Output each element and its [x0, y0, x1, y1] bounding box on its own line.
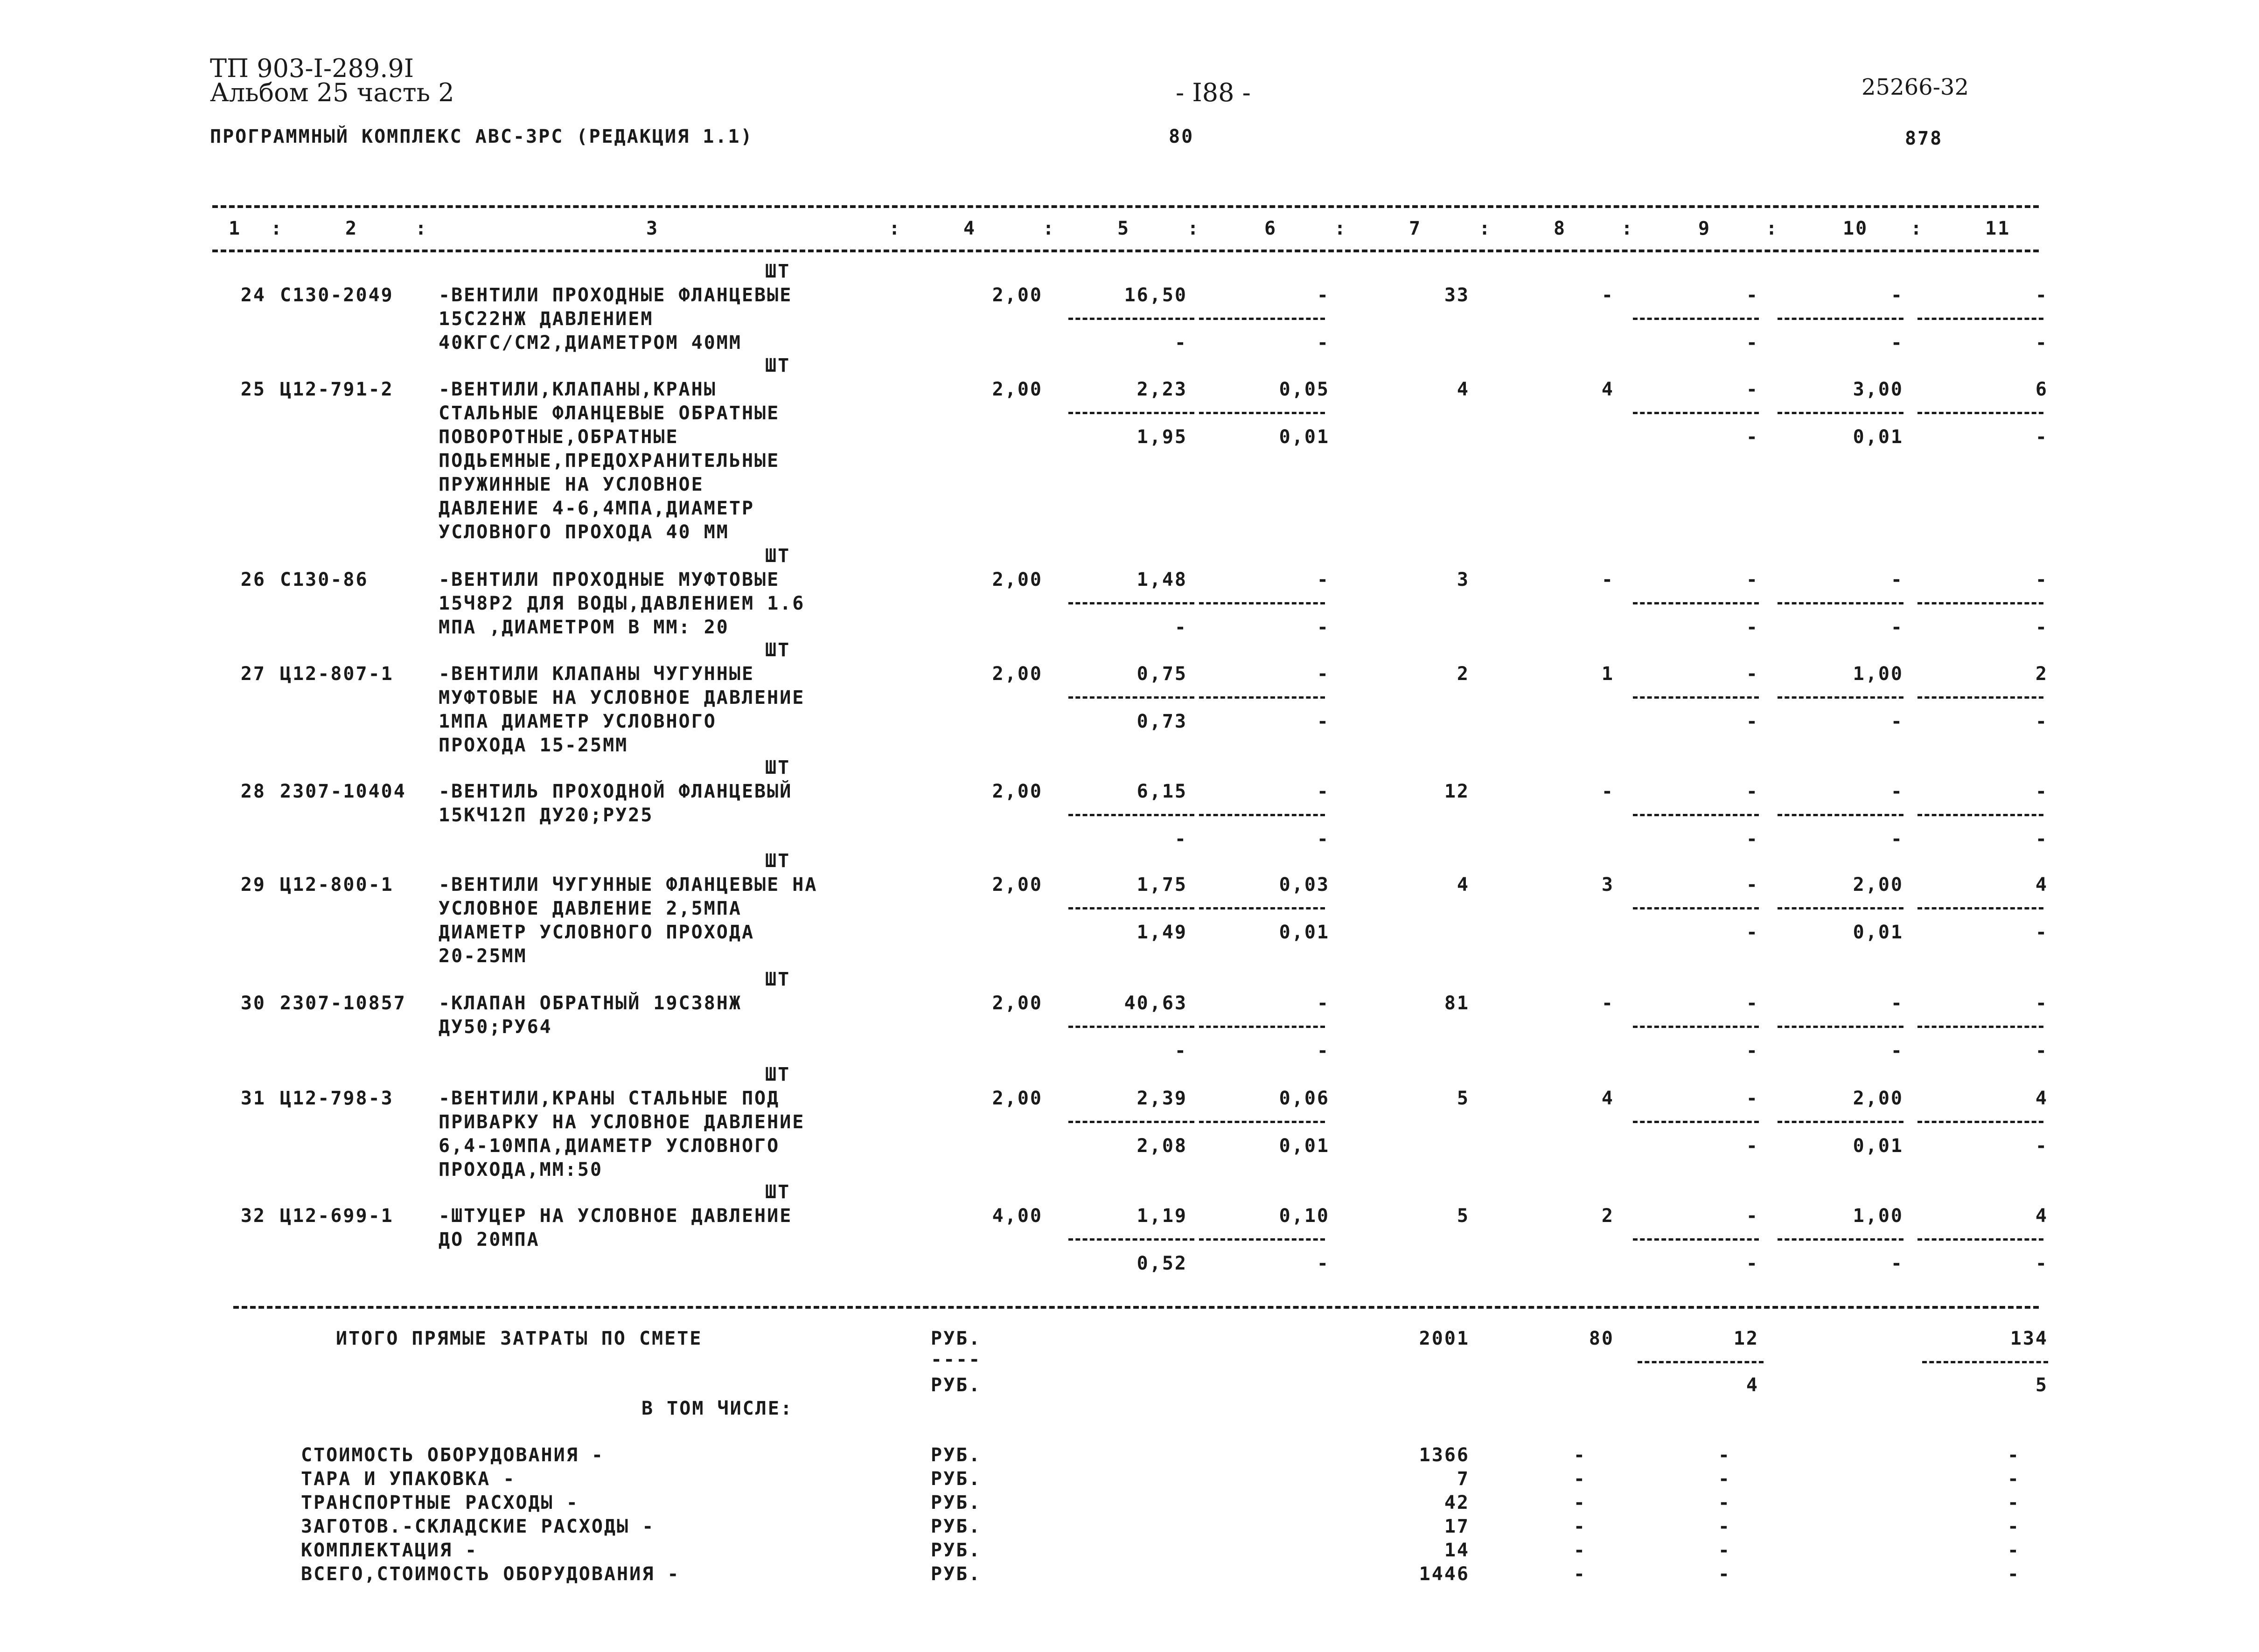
breakdown-col9: - [1718, 1563, 1731, 1585]
cell-col9: - [1746, 1088, 1759, 1109]
column-number: 9 [1698, 218, 1711, 239]
row-description-line: МУФТОВЫЕ НА УСЛОВНОЕ ДАВЛЕНИЕ [439, 687, 805, 708]
breakdown-col7: 14 [1444, 1540, 1470, 1561]
breakdown-col9: - [1718, 1444, 1731, 1466]
cell-col9: - [1746, 663, 1759, 685]
breakdown-col8: - [1573, 1468, 1586, 1490]
row-description-line: -КЛАПАН ОБРАТНЫЙ 19С38НЖ [439, 993, 742, 1014]
column-number: 7 [1409, 218, 1422, 239]
breakdown-col9: - [1718, 1492, 1731, 1513]
cell-col5: 1,48 [1136, 569, 1187, 590]
quantity-cell: 2,00 [992, 993, 1043, 1014]
cell-col11-sub: - [2035, 828, 2048, 850]
cell-col5-sub: - [1174, 332, 1187, 354]
breakdown-col11: - [2007, 1468, 2020, 1490]
column-separator: : [1766, 218, 1779, 239]
quantity-cell: 2,00 [992, 285, 1043, 306]
totals-col8: 80 [1589, 1328, 1614, 1349]
cell-col10-sub: - [1890, 617, 1903, 638]
cell-col9-sub: - [1746, 828, 1759, 850]
column-separator: : [1479, 218, 1492, 239]
cell-col9: - [1746, 781, 1759, 802]
column-separator: : [271, 218, 284, 239]
cell-col9: - [1746, 569, 1759, 590]
cell-col10-sub: - [1890, 711, 1903, 732]
cell-col5-sub: - [1174, 828, 1187, 850]
column-number: 4 [963, 218, 976, 239]
unit-label: ШТ [765, 639, 791, 661]
cell-col5-sub: 0,73 [1136, 711, 1187, 732]
cell-col5-sub: 0,52 [1136, 1253, 1187, 1274]
breakdown-col8: - [1573, 1492, 1586, 1513]
breakdown-col7: 1366 [1419, 1444, 1470, 1466]
breakdown-col9: - [1718, 1516, 1731, 1537]
cell-col9-sub: - [1746, 426, 1759, 448]
including-label: В ТОМ ЧИСЛЕ: [641, 1398, 793, 1419]
cell-col6: - [1317, 285, 1330, 306]
breakdown-unit: РУБ. [931, 1540, 982, 1561]
unit-label: ШТ [765, 1064, 791, 1085]
row-description-line: -ВЕНТИЛИ КЛАПАНЫ ЧУГУННЫЕ [439, 663, 755, 685]
cell-col9: - [1746, 1205, 1759, 1227]
cell-col10: 2,00 [1853, 1088, 1903, 1109]
cell-col9: - [1746, 874, 1759, 895]
unit-label: ШТ [765, 355, 791, 376]
column-number: 8 [1554, 218, 1567, 239]
cell-col7: 4 [1457, 874, 1470, 895]
cell-col10-sub: - [1890, 828, 1903, 850]
cell-col11: - [2035, 781, 2048, 802]
cell-col9: - [1746, 993, 1759, 1014]
cell-col11-sub: - [2035, 617, 2048, 638]
row-description-line: ПОВОРОТНЫЕ,ОБРАТНЫЕ [439, 426, 679, 448]
breakdown-col8: - [1573, 1563, 1586, 1585]
row-description-line: 15КЧ12П ДУ20;РУ25 [439, 805, 654, 826]
row-description-line: 15С22НЖ ДАВЛЕНИЕМ [439, 308, 654, 330]
quantity-cell: 4,00 [992, 1205, 1043, 1227]
quantity-cell: 2,00 [992, 781, 1043, 802]
cell-col10-sub: 0,01 [1853, 922, 1903, 943]
cell-col7: 4 [1457, 379, 1470, 400]
row-description-line: -ВЕНТИЛИ,КРАНЫ СТАЛЬНЫЕ ПОД [439, 1088, 780, 1109]
unit-label: ШТ [765, 969, 791, 990]
totals-col9-sub: 4 [1746, 1374, 1759, 1396]
cell-col9-sub: - [1746, 617, 1759, 638]
row-description-line: ДО 20МПА [439, 1229, 540, 1250]
breakdown-col9: - [1718, 1540, 1731, 1561]
row-description-line: ПОДЬЕМНЫЕ,ПРЕДОХРАНИТЕЛЬНЫЕ [439, 450, 780, 472]
page-number: - I88 - [1176, 78, 1251, 107]
row-description-line: ДУ50;РУ64 [439, 1016, 552, 1038]
doc-code: ТП 903-I-289.9I [210, 54, 414, 83]
unit-label: ШТ [765, 545, 791, 567]
cell-col9-sub: - [1746, 1135, 1759, 1157]
unit-label: ШТ [765, 850, 791, 872]
row-description-line: УСЛОВНОЕ ДАВЛЕНИЕ 2,5МПА [439, 898, 742, 919]
column-number: 5 [1117, 218, 1130, 239]
row-description-line: 20-25ММ [439, 945, 527, 967]
cell-col8: - [1601, 781, 1614, 802]
quantity-cell: 2,00 [992, 1088, 1043, 1109]
row-description-line: -ВЕНТИЛЬ ПРОХОДНОЙ ФЛАНЦЕВЫЙ [439, 781, 793, 802]
row-description-line: ДИАМЕТР УСЛОВНОГО ПРОХОДА [439, 922, 755, 943]
cell-col10: - [1890, 781, 1903, 802]
row-code: Ц12-699-1 [280, 1205, 394, 1227]
breakdown-col8: - [1573, 1516, 1586, 1537]
row-description-line: ДАВЛЕНИЕ 4-6,4МПА,ДИАМЕТР [439, 498, 755, 519]
value-divider [1922, 1361, 2048, 1363]
cell-col5: 1,75 [1136, 874, 1187, 895]
cell-col11-sub: - [2035, 922, 2048, 943]
cell-col5-sub: 1,49 [1136, 922, 1187, 943]
cell-col7: 12 [1444, 781, 1470, 802]
cell-col6-sub: - [1317, 828, 1330, 850]
cell-col9-sub: - [1746, 922, 1759, 943]
cell-col11-sub: - [2035, 1040, 2048, 1062]
breakdown-col9: - [1718, 1468, 1731, 1490]
row-description-line: -ВЕНТИЛИ ПРОХОДНЫЕ ФЛАНЦЕВЫЕ [439, 285, 793, 306]
cell-col11-sub: - [2035, 711, 2048, 732]
breakdown-unit: РУБ. [931, 1492, 982, 1513]
cell-col6-sub: 0,01 [1279, 922, 1330, 943]
breakdown-label: ВСЕГО,СТОИМОСТЬ ОБОРУДОВАНИЯ - [301, 1563, 680, 1585]
totals-unit-dash: ---- [931, 1349, 982, 1370]
row-code: 2307-10857 [280, 993, 406, 1014]
cell-col6: - [1317, 663, 1330, 685]
column-separator: : [1334, 218, 1347, 239]
program-title: ПРОГРАММНЫЙ КОМПЛЕКС АВС-3РС (РЕДАКЦИЯ 1.1) [210, 126, 753, 147]
cell-col7: 5 [1457, 1088, 1470, 1109]
row-description-line: ПРИВАРКУ НА УСЛОВНОЕ ДАВЛЕНИЕ [439, 1111, 805, 1133]
cell-col5-sub: - [1174, 1040, 1187, 1062]
cell-col10: 1,00 [1853, 1205, 1903, 1227]
breakdown-col8: - [1573, 1540, 1586, 1561]
row-number: 28 [240, 781, 266, 802]
cell-col6-sub: - [1317, 711, 1330, 732]
row-number: 26 [240, 569, 266, 590]
row-number: 29 [240, 874, 266, 895]
row-code: Ц12-798-3 [280, 1088, 394, 1109]
quantity-cell: 2,00 [992, 379, 1043, 400]
cell-col7: 2 [1457, 663, 1470, 685]
right-number: 878 [1905, 128, 1943, 149]
row-number: 25 [240, 379, 266, 400]
cell-col5: 40,63 [1124, 993, 1187, 1014]
row-description-line: -ВЕНТИЛИ ПРОХОДНЫЕ МУФТОВЫЕ [439, 569, 780, 590]
column-number: 3 [646, 218, 659, 239]
cell-col8: 4 [1601, 1088, 1614, 1109]
breakdown-col7: 42 [1444, 1492, 1470, 1513]
value-divider [1638, 1361, 1764, 1363]
cell-col5: 0,75 [1136, 663, 1187, 685]
row-description-line: 6,4-10МПА,ДИАМЕТР УСЛОВНОГО [439, 1135, 780, 1157]
cell-col11-sub: - [2035, 426, 2048, 448]
cell-col10-sub: - [1890, 1040, 1903, 1062]
row-number: 27 [240, 663, 266, 685]
unit-label: ШТ [765, 261, 791, 282]
column-separator: : [1621, 218, 1634, 239]
cell-col6-sub: - [1317, 332, 1330, 354]
cell-col6-sub: - [1317, 1253, 1330, 1274]
breakdown-unit: РУБ. [931, 1516, 982, 1537]
cell-col5: 6,15 [1136, 781, 1187, 802]
totals-col11: 134 [2010, 1328, 2048, 1349]
cell-col5-sub: - [1174, 617, 1187, 638]
album-part: Альбом 25 часть 2 [210, 78, 454, 107]
row-number: 30 [240, 993, 266, 1014]
cell-col5-sub: 2,08 [1136, 1135, 1187, 1157]
cell-col5: 1,19 [1136, 1205, 1187, 1227]
quantity-cell: 2,00 [992, 569, 1043, 590]
cell-col9: - [1746, 285, 1759, 306]
totals-unit-2: РУБ. [931, 1374, 982, 1396]
cell-col9-sub: - [1746, 1253, 1759, 1274]
cell-col7: 81 [1444, 993, 1470, 1014]
cell-col6-sub: 0,01 [1279, 1135, 1330, 1157]
cell-col8: 2 [1601, 1205, 1614, 1227]
breakdown-unit: РУБ. [931, 1468, 982, 1490]
quantity-cell: 2,00 [992, 663, 1043, 685]
row-code: 2307-10404 [280, 781, 406, 802]
column-separator: : [415, 218, 428, 239]
row-description-line: 1МПА ДИАМЕТР УСЛОВНОГО [439, 711, 717, 732]
cell-col9-sub: - [1746, 1040, 1759, 1062]
unit-label: ШТ [765, 757, 791, 778]
breakdown-label: ТРАНСПОРТНЫЕ РАСХОДЫ - [301, 1492, 579, 1513]
column-number: 10 [1843, 218, 1869, 239]
row-description-line: СТАЛЬНЫЕ ФЛАНЦЕВЫЕ ОБРАТНЫЕ [439, 403, 780, 424]
cell-col11: 2 [2035, 663, 2048, 685]
cell-col11: 4 [2035, 874, 2048, 895]
cell-col11: 6 [2035, 379, 2048, 400]
cell-col6: - [1317, 993, 1330, 1014]
column-separator: : [889, 218, 902, 239]
cell-col11: 4 [2035, 1205, 2048, 1227]
quantity-cell: 2,00 [992, 874, 1043, 895]
column-separator: : [1187, 218, 1200, 239]
column-separator: : [1910, 218, 1924, 239]
cell-col11: - [2035, 285, 2048, 306]
unit-label: ШТ [765, 1181, 791, 1203]
breakdown-col7: 1446 [1419, 1563, 1470, 1585]
cell-col6: 0,03 [1279, 874, 1330, 895]
breakdown-label: ЗАГОТОВ.-СКЛАДСКИЕ РАСХОДЫ - [301, 1516, 655, 1537]
row-code: Ц12-807-1 [280, 663, 394, 685]
cell-col7: 5 [1457, 1205, 1470, 1227]
cell-col11-sub: - [2035, 1253, 2048, 1274]
breakdown-col11: - [2007, 1540, 2020, 1561]
row-code: С130-2049 [280, 285, 394, 306]
archive-code: 25266-32 [1862, 74, 1969, 100]
breakdown-col8: - [1573, 1444, 1586, 1466]
totals-col11-sub: 5 [2035, 1374, 2048, 1396]
totals-label: ИТОГО ПРЯМЫЕ ЗАТРАТЫ ПО СМЕТЕ [336, 1328, 703, 1349]
breakdown-label: СТОИМОСТЬ ОБОРУДОВАНИЯ - [301, 1444, 604, 1466]
cell-col11: - [2035, 993, 2048, 1014]
row-description-line: МПА ,ДИАМЕТРОМ В ММ: 20 [439, 617, 729, 638]
column-number: 1 [229, 218, 242, 239]
cell-col9-sub: - [1746, 332, 1759, 354]
cell-col11: 4 [2035, 1088, 2048, 1109]
breakdown-col7: 7 [1457, 1468, 1470, 1490]
cell-col10-sub: 0,01 [1853, 426, 1903, 448]
row-description-line: ПРОХОДА,ММ:50 [439, 1159, 603, 1180]
row-description-line: УСЛОВНОГО ПРОХОДА 40 ММ [439, 521, 729, 543]
cell-col10: 3,00 [1853, 379, 1903, 400]
cell-col10-sub: - [1890, 1253, 1903, 1274]
cell-col6: - [1317, 569, 1330, 590]
cell-col5: 16,50 [1124, 285, 1187, 306]
cell-col5-sub: 1,95 [1136, 426, 1187, 448]
breakdown-col11: - [2007, 1516, 2020, 1537]
cell-col6-sub: - [1317, 617, 1330, 638]
cell-col7: 3 [1457, 569, 1470, 590]
cell-col6: - [1317, 781, 1330, 802]
totals-col9: 12 [1733, 1328, 1759, 1349]
breakdown-col11: - [2007, 1444, 2020, 1466]
cell-col8: 1 [1601, 663, 1614, 685]
row-number: 32 [240, 1205, 266, 1227]
cell-col6-sub: 0,01 [1279, 426, 1330, 448]
cell-col6: 0,06 [1279, 1088, 1330, 1109]
row-code: Ц12-791-2 [280, 379, 394, 400]
column-number: 11 [1985, 218, 2011, 239]
row-description-line: -ШТУЦЕР НА УСЛОВНОЕ ДАВЛЕНИЕ [439, 1205, 793, 1227]
cell-col8: 3 [1601, 874, 1614, 895]
cell-col10-sub: - [1890, 332, 1903, 354]
cell-col9-sub: - [1746, 711, 1759, 732]
cell-col10: - [1890, 285, 1903, 306]
breakdown-col11: - [2007, 1492, 2020, 1513]
cell-col8: - [1601, 993, 1614, 1014]
cell-col6: 0,10 [1279, 1205, 1330, 1227]
row-description-line: -ВЕНТИЛИ ЧУГУННЫЕ ФЛАНЦЕВЫЕ НА [439, 874, 818, 895]
cell-col6-sub: - [1317, 1040, 1330, 1062]
cell-col11-sub: - [2035, 1135, 2048, 1157]
breakdown-label: ТАРА И УПАКОВКА - [301, 1468, 516, 1490]
row-description-line: -ВЕНТИЛИ,КЛАПАНЫ,КРАНЫ [439, 379, 717, 400]
sheet-number: 80 [1169, 126, 1194, 147]
cell-col10: - [1890, 569, 1903, 590]
cell-col5: 2,23 [1136, 379, 1187, 400]
totals-col7: 2001 [1419, 1328, 1470, 1349]
cell-col10: 1,00 [1853, 663, 1903, 685]
cell-col8: - [1601, 569, 1614, 590]
row-description-line: ПРУЖИННЫЕ НА УСЛОВНОЕ [439, 474, 704, 495]
breakdown-label: КОМПЛЕКТАЦИЯ - [301, 1540, 478, 1561]
row-description-line: 15Ч8Р2 ДЛЯ ВОДЫ,ДАВЛЕНИЕМ 1.6 [439, 593, 805, 614]
row-number: 31 [240, 1088, 266, 1109]
cell-col9: - [1746, 379, 1759, 400]
cell-col8: - [1601, 285, 1614, 306]
breakdown-col7: 17 [1444, 1516, 1470, 1537]
column-number: 2 [345, 218, 358, 239]
cell-col6: 0,05 [1279, 379, 1330, 400]
row-code: Ц12-800-1 [280, 874, 394, 895]
breakdown-col11: - [2007, 1563, 2020, 1585]
totals-unit: РУБ. [931, 1328, 982, 1349]
cell-col5: 2,39 [1136, 1088, 1187, 1109]
column-number: 6 [1264, 218, 1277, 239]
row-description-line: 40КГС/СМ2,ДИАМЕТРОМ 40ММ [439, 332, 742, 354]
row-description-line: ПРОХОДА 15-25ММ [439, 735, 628, 756]
cell-col10: 2,00 [1853, 874, 1903, 895]
row-code: С130-86 [280, 569, 369, 590]
cell-col10-sub: 0,01 [1853, 1135, 1903, 1157]
cell-col11-sub: - [2035, 332, 2048, 354]
column-separator: : [1043, 218, 1056, 239]
cell-col8: 4 [1601, 379, 1614, 400]
breakdown-unit: РУБ. [931, 1444, 982, 1466]
cell-col11: - [2035, 569, 2048, 590]
row-number: 24 [240, 285, 266, 306]
cell-col10: - [1890, 993, 1903, 1014]
breakdown-unit: РУБ. [931, 1563, 982, 1585]
cell-col7: 33 [1444, 285, 1470, 306]
